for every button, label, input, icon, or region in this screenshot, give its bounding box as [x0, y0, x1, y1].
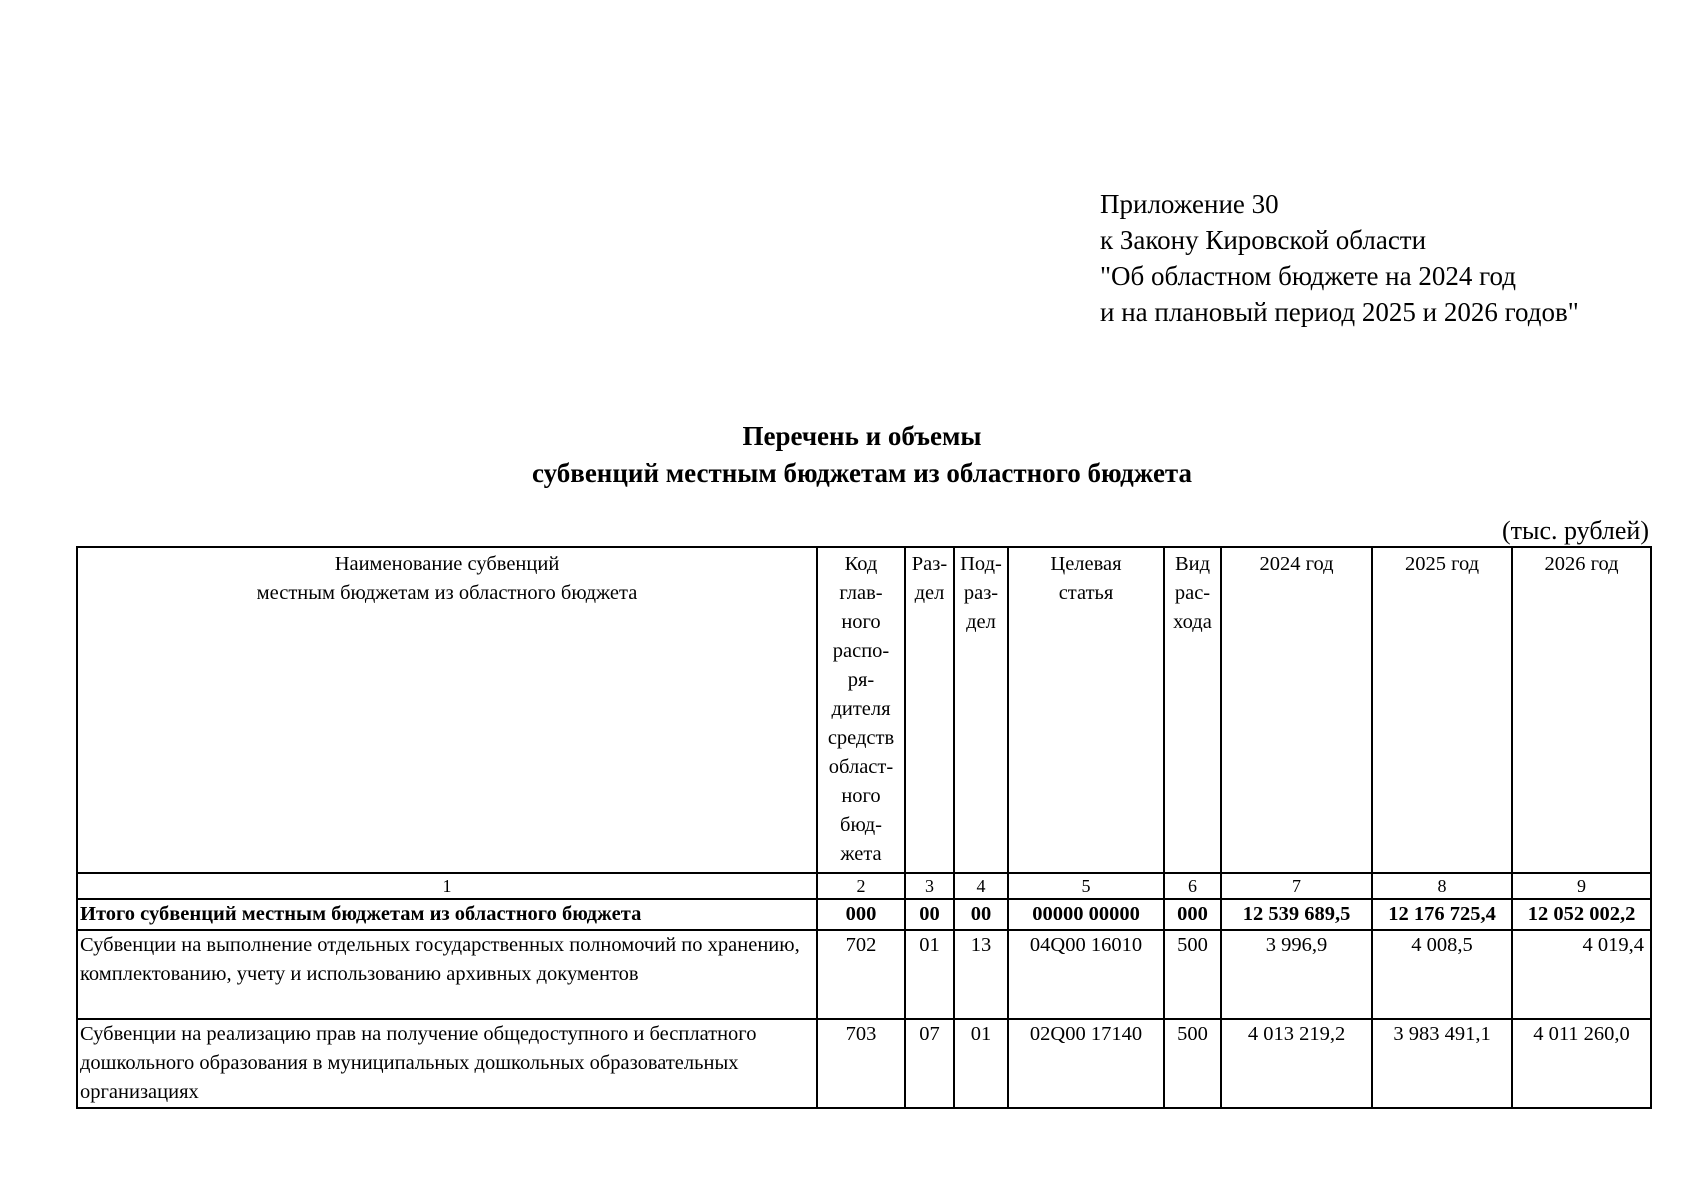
row-expense: 500 [1164, 930, 1221, 1019]
document-title [0, 418, 1698, 492]
header-row [77, 547, 1651, 873]
row-amount-2026: 4 019,4 [1512, 930, 1651, 1019]
row-amount-2024: 3 996,9 [1221, 930, 1372, 1019]
header-subsection-line: дел [966, 611, 996, 633]
row-section: 07 [905, 1019, 954, 1108]
row-amount-2026: 12 052 002,2 [1512, 899, 1651, 930]
row-name: Субвенции на реализацию прав на получение общедоступного и бесплатного дошкольного образования в муниципальных дошкольных образовательных организациях [77, 1019, 817, 1108]
row-section: 01 [905, 930, 954, 1019]
appendix-line: к Закону Кировской области [1100, 225, 1427, 255]
header-target-line: Целевая [1050, 553, 1122, 575]
header-subsection-line: Под- [960, 553, 1002, 575]
header-2024: 2024 год [1221, 547, 1372, 873]
header-target-line: статья [1058, 582, 1114, 604]
header-name-line: Наименование субвенций [334, 553, 560, 575]
header-subsection [954, 547, 1008, 873]
row-section: 00 [905, 899, 954, 930]
header-code-line: распо- [832, 640, 890, 662]
header-name [77, 547, 817, 873]
unit-label: (тыс. рублей) [1501, 516, 1649, 545]
header-code-line: ного [841, 611, 881, 633]
appendix-line: Приложение 30 [1100, 189, 1279, 219]
header-code-line: дителя [831, 698, 891, 720]
header-code-line: глав- [839, 582, 883, 604]
table-row-total [77, 899, 1651, 930]
row-expense: 500 [1164, 1019, 1221, 1108]
column-number: 4 [954, 873, 1008, 899]
column-number: 3 [905, 873, 954, 899]
row-code: 000 [817, 899, 905, 930]
header-code-line: жета [840, 843, 882, 865]
header-target [1008, 547, 1164, 873]
header-expense-line: Вид [1174, 553, 1211, 575]
column-number: 6 [1164, 873, 1221, 899]
header-code [817, 547, 905, 873]
header-section-line: Раз- [911, 553, 948, 575]
column-number: 9 [1512, 873, 1651, 899]
header-2026: 2026 год [1512, 547, 1651, 873]
row-target: 00000 00000 [1008, 899, 1164, 930]
subventions-table [76, 546, 1652, 1109]
header-code-line: ного [841, 785, 881, 807]
table-row [77, 930, 1651, 1019]
column-number: 5 [1008, 873, 1164, 899]
column-number: 1 [77, 873, 817, 899]
header-2025: 2025 год [1372, 547, 1512, 873]
header-code-line: бюд- [840, 814, 882, 836]
column-number-row [77, 873, 1651, 899]
header-code-line: ря- [847, 669, 875, 691]
row-code: 702 [817, 930, 905, 1019]
row-target: 02Q00 17140 [1008, 1019, 1164, 1108]
row-subsection: 01 [954, 1019, 1008, 1108]
row-subsection: 13 [954, 930, 1008, 1019]
column-number: 2 [817, 873, 905, 899]
header-expense [1164, 547, 1221, 873]
row-expense: 000 [1164, 899, 1221, 930]
title-line-1: Перечень и объемы [742, 421, 982, 451]
appendix-note [1100, 186, 1579, 330]
title-line-2: субвенций местным бюджетам из областного бюджета [531, 458, 1193, 488]
header-section-line: дел [914, 582, 945, 604]
column-number: 7 [1221, 873, 1372, 899]
row-subsection: 00 [954, 899, 1008, 930]
header-name-line: местным бюджетам из областного бюджета [256, 582, 638, 604]
appendix-line: "Об областном бюджете на 2024 год [1100, 261, 1516, 291]
column-number: 8 [1372, 873, 1512, 899]
header-code-line: област- [828, 756, 894, 778]
row-amount-2025: 4 008,5 [1372, 930, 1512, 1019]
header-code-line: средств [827, 727, 895, 749]
row-name: Итого субвенций местным бюджетам из областного бюджета [77, 899, 817, 930]
row-name: Субвенции на выполнение отдельных государственных полномочий по хранению, комплектованию, учету и использованию архивных документов [77, 930, 817, 1019]
row-amount-2026: 4 011 260,0 [1512, 1019, 1651, 1108]
header-expense-line: рас- [1174, 582, 1211, 604]
row-target: 04Q00 16010 [1008, 930, 1164, 1019]
appendix-line: и на плановый период 2025 и 2026 годов" [1100, 297, 1579, 327]
row-amount-2025: 3 983 491,1 [1372, 1019, 1512, 1108]
row-code: 703 [817, 1019, 905, 1108]
header-expense-line: хода [1173, 611, 1212, 633]
row-amount-2024: 4 013 219,2 [1221, 1019, 1372, 1108]
header-section [905, 547, 954, 873]
table-row [77, 1019, 1651, 1108]
header-subsection-line: раз- [963, 582, 999, 604]
header-code-line: Код [844, 553, 878, 575]
row-amount-2024: 12 539 689,5 [1221, 899, 1372, 930]
row-amount-2025: 12 176 725,4 [1372, 899, 1512, 930]
